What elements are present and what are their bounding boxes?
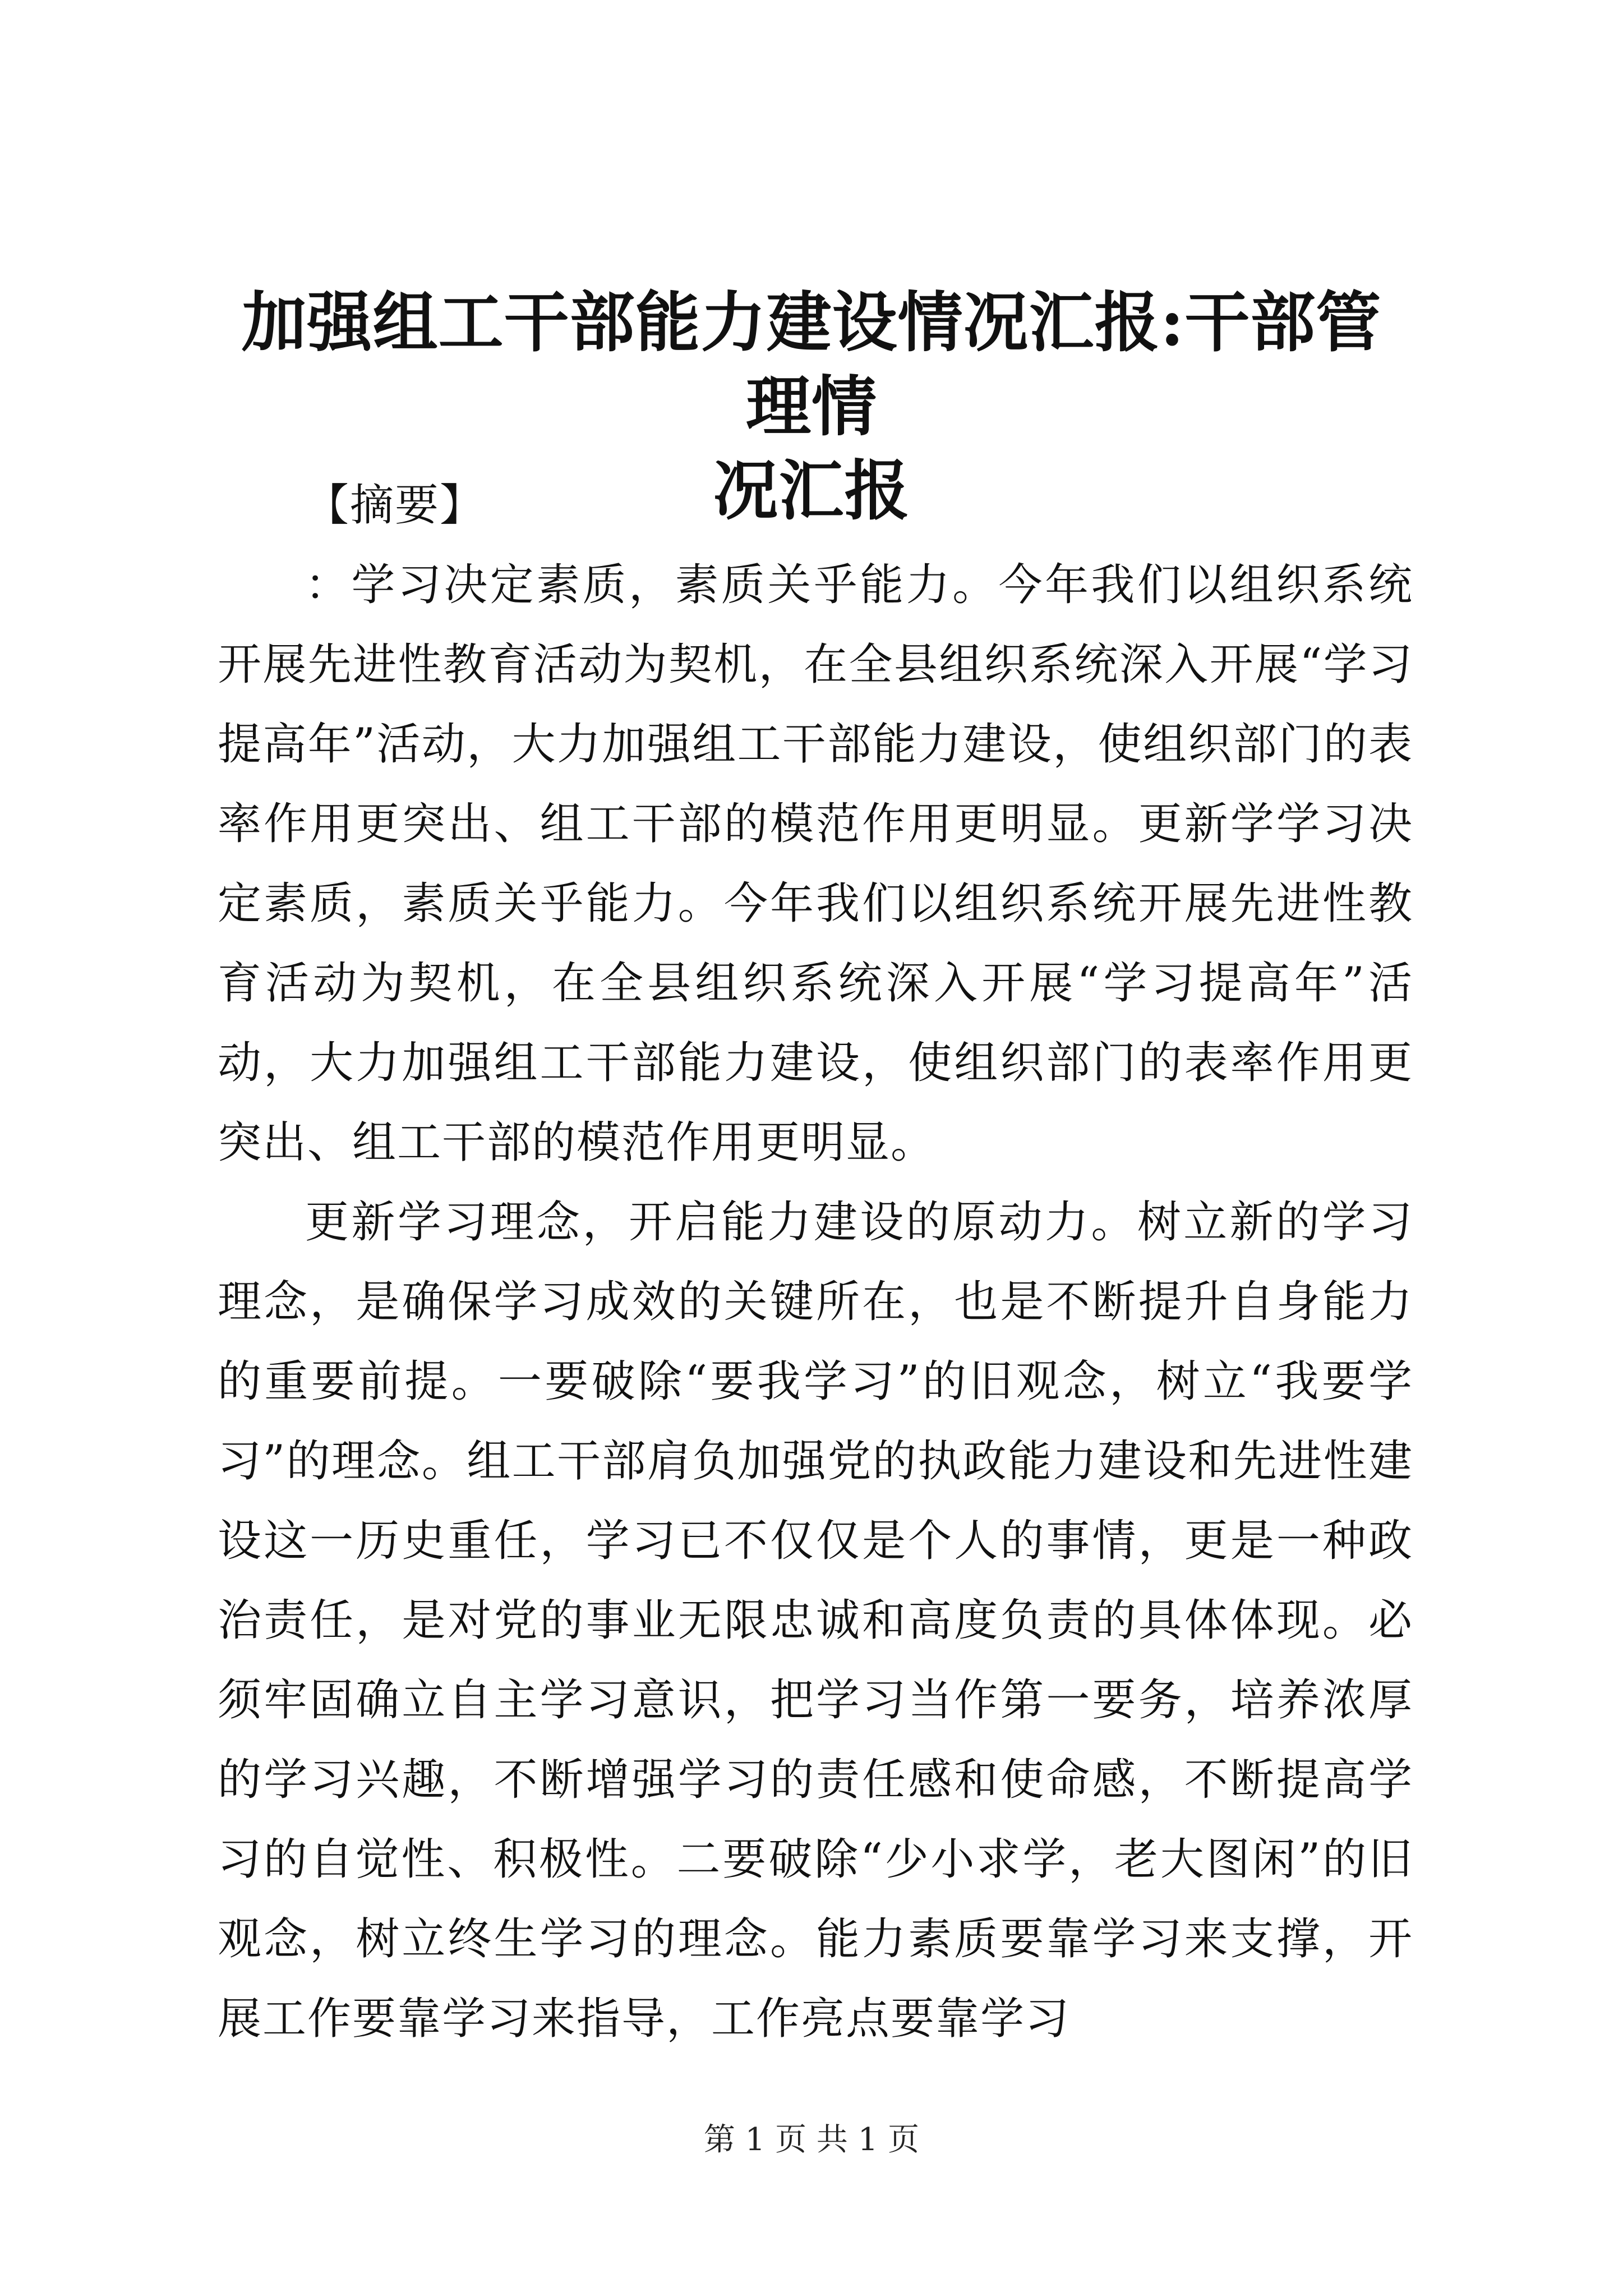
title-line-2: 况汇报 [713, 453, 910, 529]
paragraph-2: 更新学习理念，开启能力建设的原动力。树立新的学习理念，是确保学习成效的关键所在，也是不断提升自身能力的重要前提。一要破除“要我学习”的旧观念，树立“我要学习”的理念。组工干部肩负加强党的执政能力建设和先进性建设这一历史重任，学习已不仅仅是个人的事情，更是一种政治责任，是对党的事业无限忠诚和高度负责的具体体现。必须牢固确立自主学习意识，把学习当作第一要务，培养浓厚的学习兴趣，不断增强学习的责任感和使命感，不断提高学习的自觉性、积极性。二要破除“少小求学，老大图闲”的旧观念，树立终生学习的理念。能力素质要靠学习来支撑，开展工作要靠学习来指导，工作亮点要靠学习 [218, 1197, 1413, 2044]
paragraph-1: ：学习决定素质，素质关乎能力。今年我们以组织系统开展先进性教育活动为契机，在全县组织系统深入开展“学习提高年”活动，大力加强组工干部能力建设，使组织部门的表率作用更突出、组工干部的模范作用更明显。更新学学习决定素质，素质关乎能力。今年我们以组织系统开展先进性教育活动为契机，在全县组织系统深入开展“学习提高年”活动，大力加强组工干部能力建设，使组织部门的表率作用更突出、组工干部的模范作用更明显。 [218, 560, 1413, 1168]
abstract-heading: 【摘要】 [305, 480, 485, 531]
page-footer: 第 1 页 共 1 页 [703, 2122, 920, 2158]
document-body [218, 466, 1413, 2059]
title-line-1: 加强组工干部能力建设情况汇报:干部管理情 [241, 284, 1382, 445]
